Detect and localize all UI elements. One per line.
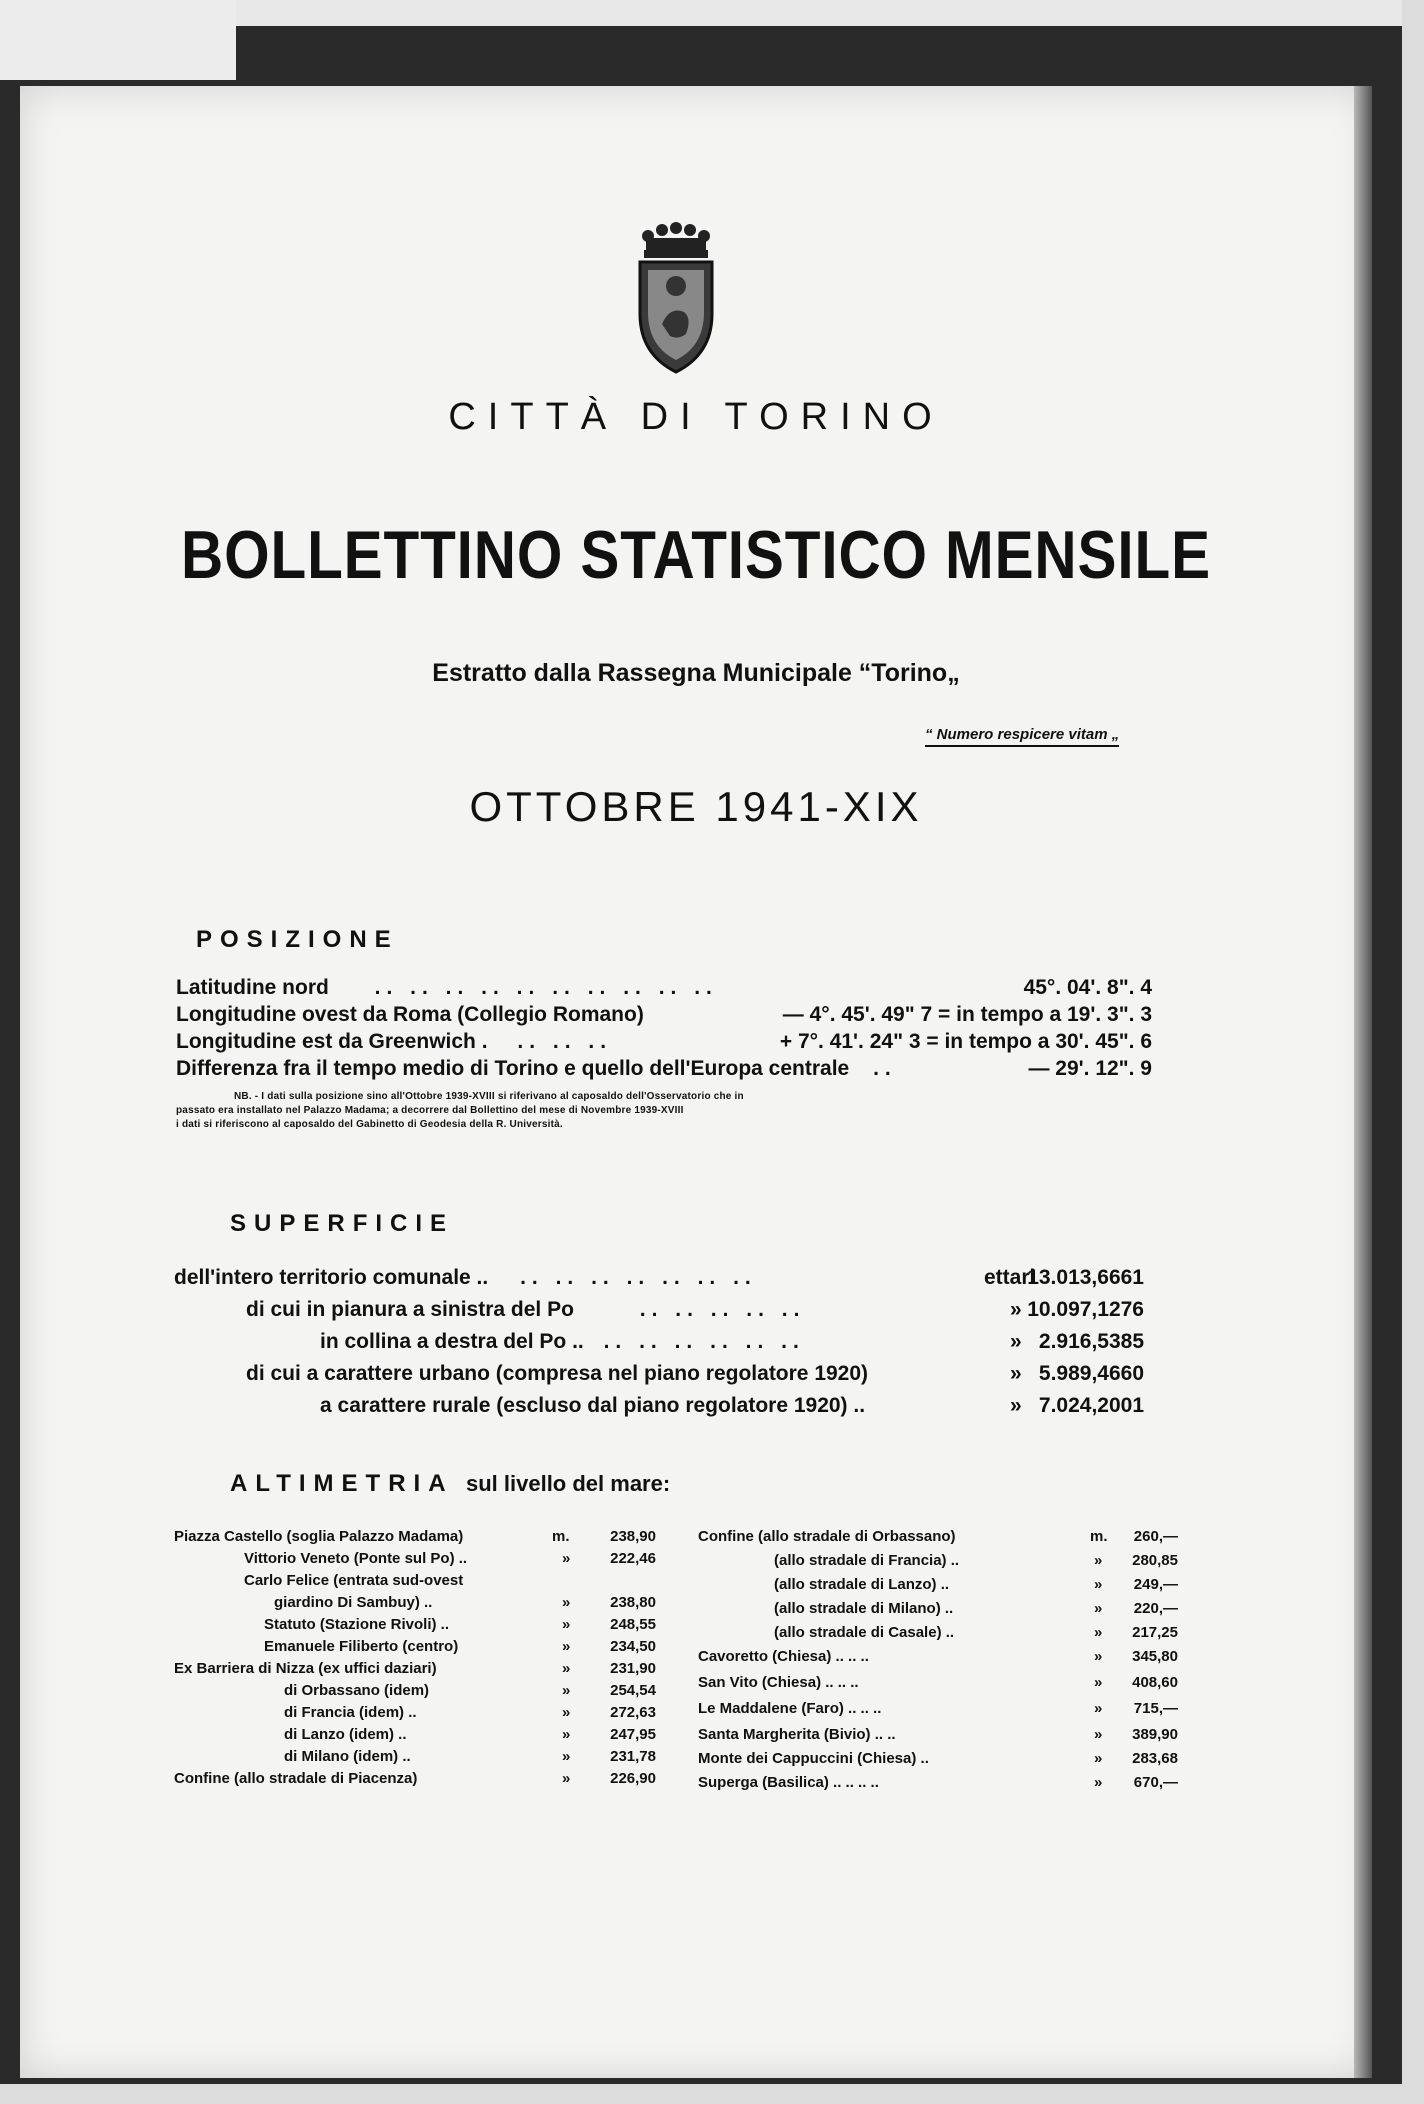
altimetria-left-unit: » <box>562 1726 571 1743</box>
leader-dots: .. .. .. .. .. .. .. .. .. .. <box>374 976 718 999</box>
altimetria-right-unit: » <box>1094 1674 1103 1691</box>
posizione-note-line: i dati si riferiscono al caposaldo del Gabinetto di Geodesia della R. Università. <box>176 1119 563 1130</box>
altimetria-left-unit: » <box>562 1660 571 1677</box>
altimetria-left-value: 231,90 <box>610 1660 656 1677</box>
scan-frame-corner <box>0 0 236 80</box>
altimetria-right-label: Confine (allo stradale di Orbassano) <box>698 1528 956 1545</box>
altimetria-right-unit: » <box>1094 1576 1103 1593</box>
altimetria-left-value: 231,78 <box>610 1748 656 1765</box>
altimetria-left-unit: » <box>562 1704 571 1721</box>
row-label: Differenza fra il tempo medio di Torino e quello dell'Europa centrale <box>176 1057 850 1080</box>
superficie-value: 5.989,4660 <box>1038 1362 1144 1385</box>
altimetria-right-value: 220,— <box>1133 1600 1178 1617</box>
altimetria-left-value: 254,54 <box>610 1682 656 1699</box>
altimetria-right-value: 715,— <box>1133 1700 1178 1717</box>
altimetria-left-label: Vittorio Veneto (Ponte sul Po) .. <box>244 1550 468 1567</box>
altimetria-heading-suffix: sul livello del mare: <box>465 1471 671 1496</box>
row-label: Longitudine est da Greenwich . <box>176 1030 488 1053</box>
altimetria-left-label: giardino Di Sambuy) .. <box>274 1594 433 1611</box>
posizione-row <box>176 976 718 1000</box>
superficie-row <box>246 1298 805 1322</box>
posizione-value: 45°. 04'. 8". 4 <box>1023 976 1152 999</box>
superficie-value: 13.013,6661 <box>1027 1266 1144 1289</box>
altimetria-heading: ALTIMETRIA <box>230 1470 454 1497</box>
posizione-row <box>176 1003 644 1027</box>
superficie-row <box>246 1362 868 1386</box>
altimetria-left-label: di Milano (idem) .. <box>284 1748 411 1765</box>
superficie-value: 7.024,2001 <box>1038 1394 1144 1417</box>
page-edge-shadow <box>1354 86 1372 2078</box>
altimetria-right-unit: » <box>1094 1552 1103 1569</box>
altimetria-right-value: 283,68 <box>1132 1750 1178 1767</box>
altimetria-left-label: di Orbassano (idem) <box>284 1682 430 1699</box>
altimetria-left-value: 234,50 <box>610 1638 656 1655</box>
row-label: Longitudine ovest da Roma (Collegio Romano) <box>176 1003 644 1026</box>
document-page <box>20 86 1372 2078</box>
leader-dots: .. .. .. .. .. .. .. <box>520 1266 757 1289</box>
bulletin-title: BOLLETTINO STATISTICO MENSILE <box>181 517 1211 593</box>
posizione-note-line: passato era installato nel Palazzo Madama; a decorrere dal Bollettino del mese di Novembre 1939-XVIII <box>176 1105 684 1116</box>
bulletin-subtitle: Estratto dalla Rassegna Municipale “Torino„ <box>432 659 960 687</box>
posizione-heading: POSIZIONE <box>196 926 399 953</box>
altimetria-right-label: San Vito (Chiesa) .. .. .. <box>698 1674 859 1691</box>
altimetria-right-label: Santa Margherita (Bivio) .. .. <box>698 1726 896 1743</box>
altimetria-left-value: 272,63 <box>610 1704 656 1721</box>
altimetria-right-unit: » <box>1094 1700 1103 1717</box>
altimetria-right-value: 217,25 <box>1132 1624 1178 1641</box>
superficie-heading: SUPERFICIE <box>230 1210 455 1237</box>
superficie-unit: » <box>1010 1298 1022 1321</box>
altimetria-right-label: (allo stradale di Casale) .. <box>774 1624 955 1641</box>
superficie-value: 2.916,5385 <box>1038 1330 1144 1353</box>
altimetria-left-label: Statuto (Stazione Rivoli) .. <box>264 1616 450 1633</box>
leader-dots: .. <box>873 1057 897 1080</box>
superficie-row <box>174 1266 757 1290</box>
altimetria-left-unit: » <box>562 1594 571 1611</box>
altimetria-right-unit: » <box>1094 1726 1103 1743</box>
posizione-row <box>176 1030 612 1054</box>
altimetria-left-label: di Francia (idem) .. <box>284 1704 417 1721</box>
scan-frame-right <box>1402 0 1424 2104</box>
altimetria-left-unit: m. <box>552 1528 570 1545</box>
posizione-value: + 7°. 41'. 24" 3 = in tempo a 30'. 45". 6 <box>779 1030 1152 1053</box>
row-label: dell'intero territorio comunale .. <box>174 1266 489 1289</box>
altimetria-right-unit: » <box>1094 1648 1103 1665</box>
altimetria-right-unit: » <box>1094 1624 1103 1641</box>
superficie-row <box>320 1330 805 1354</box>
altimetria-right-value: 260,— <box>1133 1528 1178 1545</box>
altimetria-right-label: Monte dei Cappuccini (Chiesa) .. <box>698 1750 929 1767</box>
altimetria-right-unit: » <box>1094 1750 1103 1767</box>
altimetria-right-label: (allo stradale di Francia) .. <box>774 1552 960 1569</box>
superficie-value: 10.097,1276 <box>1027 1298 1144 1321</box>
altimetria-left-value: 238,80 <box>610 1594 656 1611</box>
altimetria-right-value: 345,80 <box>1132 1648 1178 1665</box>
posizione-row <box>176 1057 897 1081</box>
altimetria-right-unit: » <box>1094 1774 1103 1791</box>
altimetria-left-unit: » <box>562 1616 571 1633</box>
altimetria-right-value: 249,— <box>1133 1576 1178 1593</box>
leader-dots: .. .. .. .. .. <box>639 1298 806 1321</box>
turin-coat-of-arms-icon <box>626 214 726 374</box>
altimetria-right-label: Superga (Basilica) .. .. .. .. <box>698 1774 879 1791</box>
altimetria-left-unit: » <box>562 1682 571 1699</box>
row-label: Latitudine nord <box>176 976 329 999</box>
issue-month: OTTOBRE 1941-XIX <box>469 783 923 830</box>
leader-dots: .. .. .. <box>517 1030 613 1053</box>
altimetria-left-unit: » <box>562 1770 571 1787</box>
altimetria-left-unit: » <box>562 1550 571 1567</box>
altimetria-left-unit: » <box>562 1748 571 1765</box>
leader-dots: .. .. .. .. .. .. <box>603 1330 805 1353</box>
altimetria-right-label: Le Maddalene (Faro) .. .. .. <box>698 1700 882 1717</box>
altimetria-right-unit: » <box>1094 1600 1103 1617</box>
altimetria-left-unit: » <box>562 1638 571 1655</box>
row-label: di cui in pianura a sinistra del Po <box>246 1298 574 1321</box>
altimetria-right-value: 280,85 <box>1132 1552 1178 1569</box>
altimetria-left-label: di Lanzo (idem) .. <box>284 1726 407 1743</box>
altimetria-left-value: 226,90 <box>610 1770 656 1787</box>
motto: “ Numero respicere vitam „ <box>925 726 1119 747</box>
altimetria-left-label: Ex Barriera di Nizza (ex uffici daziari) <box>174 1660 437 1677</box>
altimetria-left-value: 238,90 <box>610 1528 656 1545</box>
altimetria-left-value: 222,46 <box>610 1550 656 1567</box>
superficie-unit: » <box>1010 1330 1022 1353</box>
row-label: a carattere rurale (escluso dal piano regolatore 1920) .. <box>320 1394 866 1417</box>
row-label: di cui a carattere urbano (compresa nel piano regolatore 1920) <box>246 1362 869 1385</box>
altimetria-left-label: Carlo Felice (entrata sud-ovest <box>244 1572 464 1589</box>
row-label: in collina a destra del Po .. <box>320 1330 584 1353</box>
altimetria-right-label: (allo stradale di Milano) .. <box>774 1600 954 1617</box>
superficie-unit: ettari <box>984 1266 1036 1289</box>
altimetria-right-unit: m. <box>1090 1528 1108 1545</box>
posizione-note-line: NB. - I dati sulla posizione sino all'Ottobre 1939-XVIII si riferivano al caposaldo dell'Osservatorio che in <box>234 1091 744 1102</box>
posizione-value: — 4°. 45'. 49" 7 = in tempo a 19'. 3". 3 <box>782 1003 1152 1026</box>
altimetria-left-label: Piazza Castello (soglia Palazzo Madama) <box>174 1528 464 1545</box>
scan-frame-bottom <box>0 2084 1424 2104</box>
altimetria-right-label: (allo stradale di Lanzo) .. <box>774 1576 950 1593</box>
superficie-row <box>320 1394 865 1418</box>
posizione-value: — 29'. 12". 9 <box>1028 1057 1152 1080</box>
superficie-unit: » <box>1010 1394 1022 1417</box>
superficie-unit: » <box>1010 1362 1022 1385</box>
altimetria-right-value: 670,— <box>1133 1774 1178 1791</box>
altimetria-left-label: Confine (allo stradale di Piacenza) <box>174 1770 418 1787</box>
altimetria-right-value: 389,90 <box>1132 1726 1178 1743</box>
altimetria-heading-line <box>230 1470 670 1498</box>
altimetria-right-value: 408,60 <box>1132 1674 1178 1691</box>
altimetria-right-label: Cavoretto (Chiesa) .. .. .. <box>698 1648 869 1665</box>
altimetria-left-value: 247,95 <box>610 1726 656 1743</box>
altimetria-left-label: Emanuele Filiberto (centro) <box>264 1638 459 1655</box>
altimetria-left-value: 248,55 <box>610 1616 656 1633</box>
city-name: CITTÀ DI TORINO <box>448 396 944 438</box>
